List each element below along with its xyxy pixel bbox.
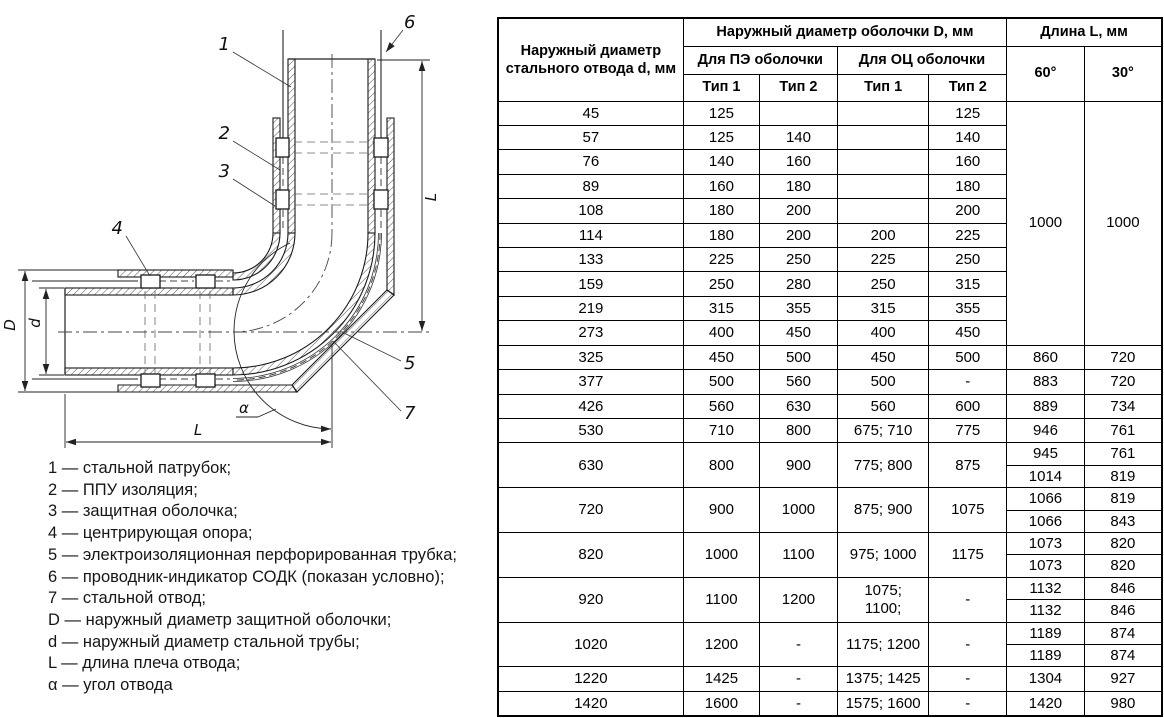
table-body: [498, 101, 1162, 716]
table-cell: 250: [683, 272, 759, 296]
table-cell: 160: [760, 150, 838, 174]
table-cell: 874: [1084, 622, 1162, 644]
header-oc-type1: Тип 1: [837, 74, 929, 101]
table-cell: 843: [1084, 510, 1162, 532]
table-row: [498, 101, 1162, 125]
table-cell: 140: [760, 125, 838, 149]
table-cell: 846: [1084, 600, 1162, 622]
table-cell: 560: [760, 370, 838, 394]
table-cell: 140: [683, 150, 759, 174]
table-cell: 530: [498, 418, 683, 442]
legend-item: L — длина плеча отвода;: [48, 654, 241, 673]
table-cell: 1575; 1600: [837, 691, 929, 716]
table-cell: [837, 125, 929, 149]
table-cell: 820: [1084, 532, 1162, 554]
table-cell: 980: [1084, 691, 1162, 716]
table-cell: 889: [1007, 394, 1085, 418]
table-cell: 946: [1007, 418, 1085, 442]
table-cell: 108: [498, 199, 683, 223]
table-cell: 355: [760, 296, 838, 320]
table-cell: 1000: [760, 488, 838, 533]
table-cell: 500: [683, 370, 759, 394]
table-cell: 1100: [760, 532, 838, 577]
table-cell: 630: [498, 443, 683, 488]
table-cell: 500: [837, 370, 929, 394]
table-cell: 1000: [1007, 101, 1085, 345]
table-cell: -: [760, 667, 838, 691]
table-cell: 160: [929, 150, 1007, 174]
table-cell: 225: [837, 248, 929, 272]
table-cell: 1220: [498, 667, 683, 691]
table-cell: 720: [1084, 345, 1162, 369]
table-cell: 800: [760, 418, 838, 442]
table-cell: 710: [683, 418, 759, 442]
table-cell: 775: [929, 418, 1007, 442]
table-cell: 250: [837, 272, 929, 296]
table-cell: 325: [498, 345, 683, 369]
table-cell: 820: [498, 532, 683, 577]
table-cell: 1420: [1007, 691, 1085, 716]
legend-item: 6 — проводник-индикатор СОДК (показан условно);: [48, 567, 445, 586]
dim-label-d: d: [26, 318, 44, 328]
table-cell: 315: [837, 296, 929, 320]
table-cell: 720: [1084, 370, 1162, 394]
table-cell: [837, 199, 929, 223]
table-cell: 945: [1007, 443, 1085, 465]
table-cell: 250: [760, 248, 838, 272]
dim-label-L-vertical: L: [422, 192, 440, 202]
table-cell: 500: [929, 345, 1007, 369]
table-cell: 45: [498, 101, 683, 125]
table-cell: 200: [760, 199, 838, 223]
table-cell: 280: [760, 272, 838, 296]
callout-1: 1: [218, 34, 230, 55]
table-cell: 1000: [683, 532, 759, 577]
table-cell: 133: [498, 248, 683, 272]
table-cell: 1066: [1007, 488, 1085, 510]
table-cell: 900: [760, 443, 838, 488]
table-cell: 450: [837, 345, 929, 369]
table-cell: 734: [1084, 394, 1162, 418]
table-cell: 125: [929, 101, 1007, 125]
table-cell: 860: [1007, 345, 1085, 369]
callout-6: 6: [404, 12, 416, 33]
table-cell: 160: [683, 174, 759, 198]
table-cell: 900: [683, 488, 759, 533]
table-cell: 1600: [683, 691, 759, 716]
table-cell: [837, 174, 929, 198]
dim-label-L-horizontal: L: [193, 421, 203, 439]
table-cell: 89: [498, 174, 683, 198]
header-30deg: 30°: [1084, 46, 1162, 101]
table-cell: 273: [498, 321, 683, 345]
dimensions-table: [497, 17, 1163, 717]
table-cell: 219: [498, 296, 683, 320]
table-cell: 1189: [1007, 622, 1085, 644]
legend-item: 5 — электроизоляционная перфорированная трубка;: [48, 545, 457, 564]
table-cell: 1304: [1007, 667, 1085, 691]
legend-item: d — наружный диаметр стальной трубы;: [48, 632, 360, 651]
table-row: [498, 370, 1162, 394]
callout-3: 3: [218, 161, 230, 182]
table-cell: 1420: [498, 691, 683, 716]
table-cell: 846: [1084, 577, 1162, 599]
elbow-drawing: [0, 0, 497, 455]
dimensions-table-panel: [497, 17, 1163, 717]
callout-5: 5: [404, 353, 416, 374]
table-cell: 400: [683, 321, 759, 345]
table-cell: 630: [760, 394, 838, 418]
header-oc-casing: Для ОЦ оболочки: [837, 46, 1006, 74]
table-row: [498, 691, 1162, 716]
table-cell: 125: [683, 101, 759, 125]
callout-2: 2: [218, 123, 230, 144]
drawing-legend: [48, 458, 493, 697]
legend-item: 7 — стальной отвод;: [48, 589, 206, 608]
table-cell: -: [929, 577, 1007, 622]
header-pe-casing: Для ПЭ оболочки: [683, 46, 837, 74]
table-cell: 159: [498, 272, 683, 296]
technical-drawing-panel: [0, 0, 497, 718]
table-cell: 975; 1000: [837, 532, 929, 577]
table-cell: 800: [683, 443, 759, 488]
table-cell: 1075; 1100;: [837, 577, 929, 622]
table-cell: 1189: [1007, 644, 1085, 666]
legend-item: 2 — ППУ изоляция;: [48, 480, 198, 499]
table-cell: 250: [929, 248, 1007, 272]
table-cell: 1200: [760, 577, 838, 622]
legend-item: 1 — стальной патрубок;: [48, 459, 232, 477]
table-cell: 875: [929, 443, 1007, 488]
table-cell: -: [929, 667, 1007, 691]
dim-label-alpha: α: [239, 399, 249, 417]
table-cell: 225: [683, 248, 759, 272]
table-header: [498, 18, 1162, 101]
table-cell: 114: [498, 223, 683, 247]
table-cell: 225: [929, 223, 1007, 247]
table-cell: 315: [683, 296, 759, 320]
legend-item: α — угол отвода: [48, 676, 173, 695]
table-cell: 874: [1084, 644, 1162, 666]
table-cell: 819: [1084, 488, 1162, 510]
table-cell: 180: [683, 199, 759, 223]
callout-4: 4: [111, 218, 123, 239]
table-cell: 1100: [683, 577, 759, 622]
table-cell: 1375; 1425: [837, 667, 929, 691]
legend-item: 3 — защитная оболочка;: [48, 502, 238, 521]
table-cell: 1425: [683, 667, 759, 691]
table-cell: -: [929, 622, 1007, 667]
table-cell: 675; 710: [837, 418, 929, 442]
table-cell: 400: [837, 321, 929, 345]
header-pe-type2: Тип 2: [760, 74, 838, 101]
header-pe-type1: Тип 1: [683, 74, 759, 101]
table-cell: [760, 101, 838, 125]
table-cell: 1066: [1007, 510, 1085, 532]
table-cell: 875; 900: [837, 488, 929, 533]
table-cell: 426: [498, 394, 683, 418]
table-cell: 560: [837, 394, 929, 418]
table-cell: 377: [498, 370, 683, 394]
table-row: [498, 622, 1162, 644]
table-cell: 355: [929, 296, 1007, 320]
header-oc-type2: Тип 2: [929, 74, 1007, 101]
table-cell: 200: [929, 199, 1007, 223]
table-cell: 500: [760, 345, 838, 369]
table-cell: 1175; 1200: [837, 622, 929, 667]
table-cell: 761: [1084, 443, 1162, 465]
table-cell: 140: [929, 125, 1007, 149]
table-cell: 57: [498, 125, 683, 149]
table-cell: 1073: [1007, 532, 1085, 554]
table-row: [498, 667, 1162, 691]
table-cell: 1014: [1007, 465, 1085, 487]
table-cell: 450: [760, 321, 838, 345]
casing-jacket: [118, 118, 394, 392]
table-cell: 180: [760, 174, 838, 198]
table-row: [498, 443, 1162, 465]
table-cell: 720: [498, 488, 683, 533]
legend-item: 4 — центрирующая опора;: [48, 524, 253, 543]
table-row: [498, 345, 1162, 369]
table-row: [498, 488, 1162, 510]
table-cell: 560: [683, 394, 759, 418]
steel-pipe: [65, 59, 375, 375]
table-cell: 200: [760, 223, 838, 247]
callout-7: 7: [404, 403, 416, 424]
electro-insulation-tube: [233, 233, 382, 382]
table-cell: 125: [683, 125, 759, 149]
table-cell: [837, 101, 929, 125]
legend-item: D — наружный диаметр защитной оболочки;: [48, 610, 392, 629]
table-cell: 450: [929, 321, 1007, 345]
table-cell: 1073: [1007, 555, 1085, 577]
table-cell: 76: [498, 150, 683, 174]
header-casing-diameter-group: Наружный диаметр оболочки D, мм: [683, 18, 1006, 46]
table-cell: 1132: [1007, 600, 1085, 622]
table-cell: -: [929, 691, 1007, 716]
table-cell: 180: [683, 223, 759, 247]
table-cell: 600: [929, 394, 1007, 418]
table-cell: 1075: [929, 488, 1007, 533]
header-steel-diameter: Наружный диаметр стального отвода d, мм: [498, 18, 683, 101]
table-row: [498, 418, 1162, 442]
indicator-wires: [32, 30, 381, 379]
table-cell: 1000: [1084, 101, 1162, 345]
header-length-group: Длина L, мм: [1007, 18, 1162, 46]
table-cell: 1020: [498, 622, 683, 667]
table-cell: 775; 800: [837, 443, 929, 488]
table-row: [498, 532, 1162, 554]
table-cell: 1200: [683, 622, 759, 667]
table-cell: 820: [1084, 555, 1162, 577]
table-row: [498, 394, 1162, 418]
table-cell: 450: [683, 345, 759, 369]
table-cell: 819: [1084, 465, 1162, 487]
table-cell: 315: [929, 272, 1007, 296]
table-cell: [837, 150, 929, 174]
table-cell: 180: [929, 174, 1007, 198]
table-cell: -: [929, 370, 1007, 394]
table-cell: 883: [1007, 370, 1085, 394]
table-cell: 927: [1084, 667, 1162, 691]
table-cell: 920: [498, 577, 683, 622]
table-cell: -: [760, 622, 838, 667]
header-60deg: 60°: [1007, 46, 1085, 101]
table-cell: 1175: [929, 532, 1007, 577]
dim-label-D: D: [1, 319, 19, 331]
table-cell: 200: [837, 223, 929, 247]
table-cell: -: [760, 691, 838, 716]
table-cell: 761: [1084, 418, 1162, 442]
table-cell: 1132: [1007, 577, 1085, 599]
table-row: [498, 577, 1162, 599]
